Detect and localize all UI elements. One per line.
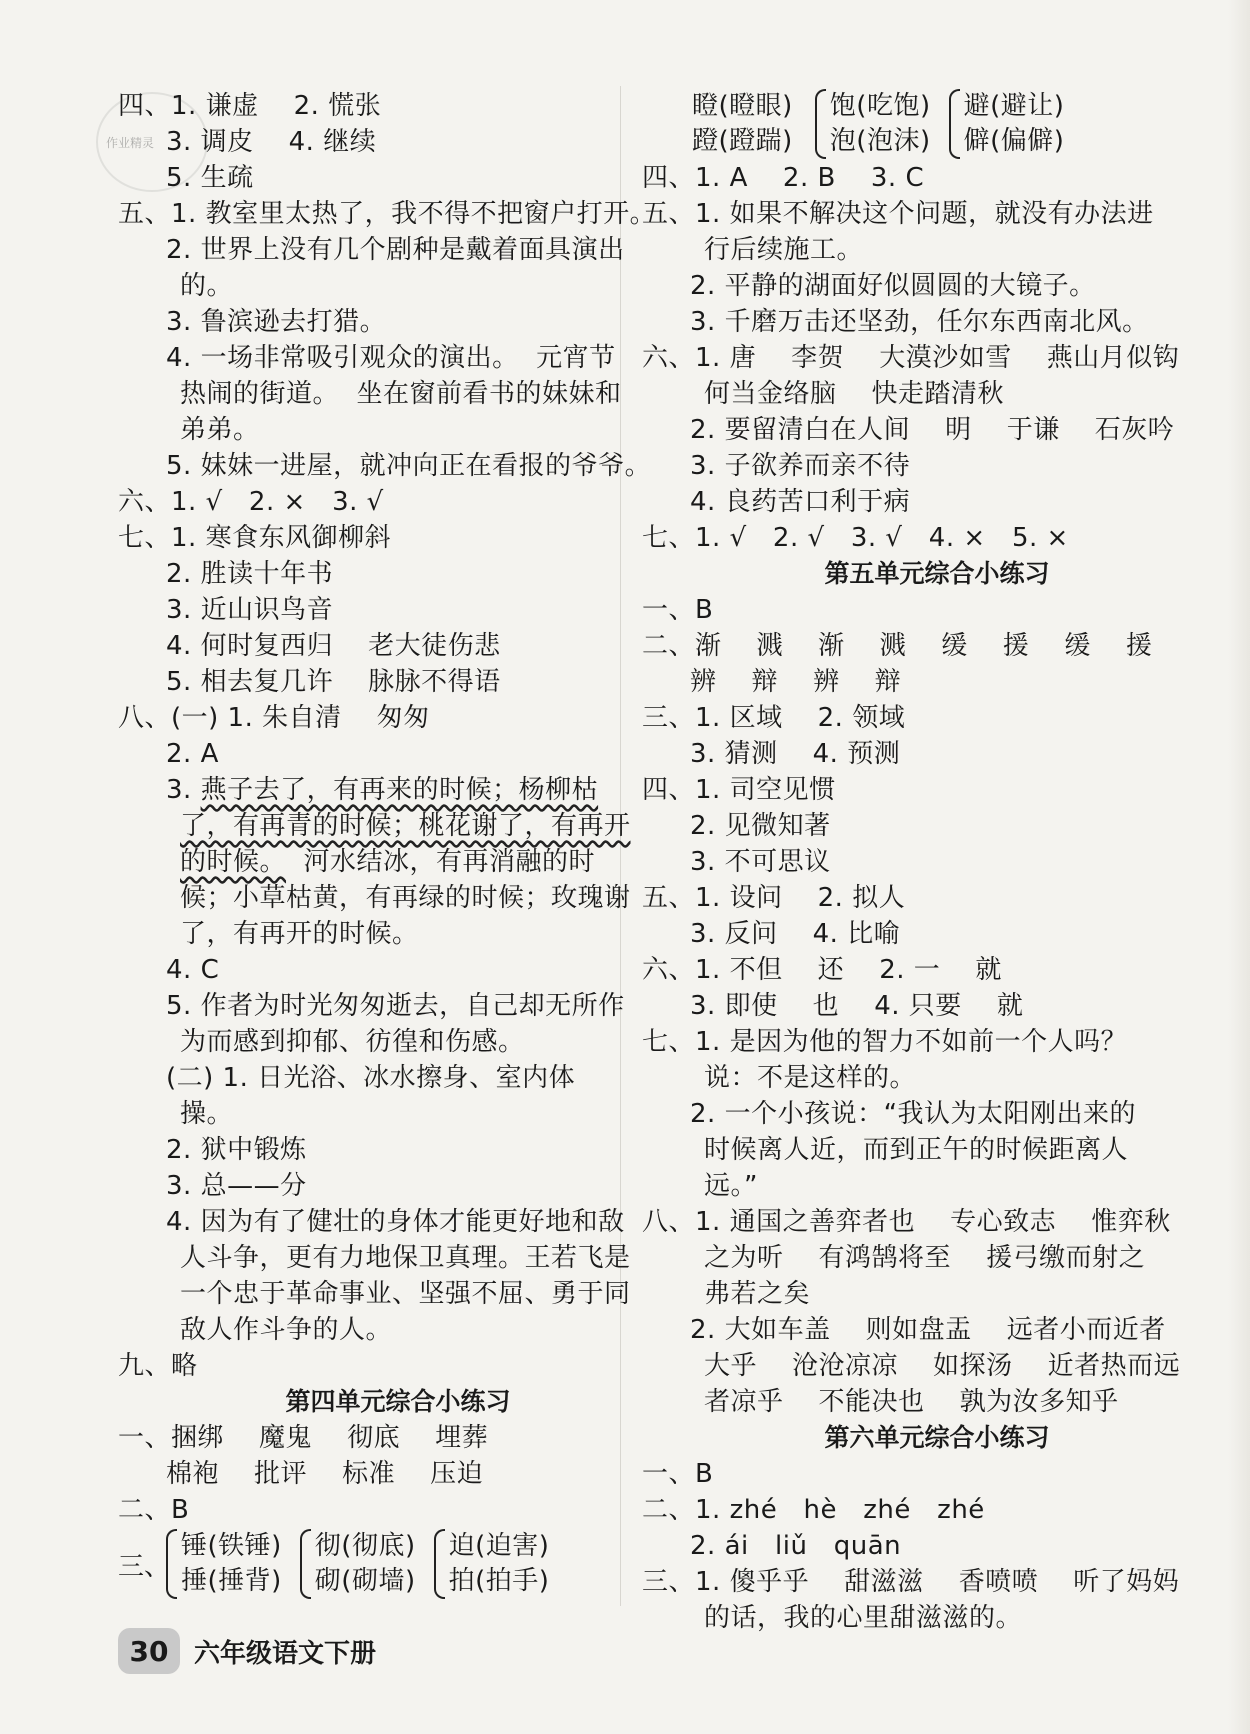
wavy-underlined-text: 了，有再青的时候；桃花谢了，有再开 — [180, 811, 631, 841]
brace-item: 砌(砌墙) — [314, 1566, 416, 1596]
brace-item: 饱(吃饱) — [829, 91, 931, 121]
answer-line: 的话，我的心里甜滋滋的。 — [704, 1603, 1023, 1633]
right-column — [642, 88, 1232, 1636]
left-column — [118, 88, 678, 1600]
answer-line: 3. 千磨万击还坚劲，任尔东西南北风。 — [690, 307, 1149, 337]
answer-line: 五、1. 教室里太热了，我不得不把窗户打开。 — [118, 199, 657, 229]
stamp-text: 作业精灵 — [106, 136, 155, 150]
answer-line: 3. 反问 4. 比喻 — [690, 919, 901, 949]
answer-line: 3. 鲁滨逊去打猎。 — [166, 307, 387, 337]
answer-line: 二、1. zhé hè zhé zhé — [642, 1495, 985, 1525]
brace-item: 彻(彻底) — [314, 1531, 416, 1561]
answer-line: 3. 总——分 — [166, 1171, 307, 1201]
answer-line: 九、略 — [118, 1351, 198, 1381]
answer-line: 为而感到抑郁、彷徨和伤感。 — [180, 1027, 525, 1057]
answer-line: 行后续施工。 — [704, 235, 864, 265]
section-heading: 第四单元综合小练习 — [285, 1387, 511, 1416]
brace-group — [300, 1529, 416, 1599]
brace-item: 瞪(瞪眼) — [692, 91, 793, 121]
answer-line: 四、1. 司空见惯 — [642, 775, 836, 805]
answer-line: 4. 因为有了健壮的身体才能更好地和敌 — [166, 1207, 625, 1237]
answer-line: 5. 妹妹一进屋，就冲向正在看报的爷爷。 — [166, 451, 652, 481]
answer-line: 2. 一个小孩说：“我认为太阳刚出来的 — [690, 1099, 1137, 1129]
wavy-underlined-text: 燕子去了，有再来的时候；杨柳枯 — [200, 775, 599, 805]
answer-line: 一、B — [642, 1459, 714, 1489]
answer-line — [118, 808, 678, 844]
answer-line: 二、B — [118, 1495, 190, 1525]
brace-item: 捶(捶背) — [181, 1566, 282, 1596]
brace-icon — [434, 1529, 445, 1599]
answer-line: 说：不是这样的。 — [704, 1063, 917, 1093]
answer-line: 一、B — [642, 595, 714, 625]
brace-icon — [300, 1529, 311, 1599]
answer-line: 弗若之矣 — [704, 1279, 811, 1309]
brace-icon — [815, 89, 826, 159]
brace-item: 蹬(蹬踹) — [692, 126, 793, 156]
answer-num: 3. — [166, 775, 201, 805]
answer-line: 4. 何时复西归 老大徒伤悲 — [166, 631, 501, 661]
answer-line: 五、1. 如果不解决这个问题，就没有办法进 — [642, 199, 1154, 229]
answer-line: 四、1. 谦虚 2. 慌张 — [118, 91, 382, 121]
question-label: 三、 — [118, 1551, 171, 1582]
answer-line: 时候离人近，而到正午的时候距离人 — [704, 1135, 1129, 1165]
book-title: 六年级语文下册 — [194, 1638, 377, 1669]
section-heading: 第五单元综合小练习 — [824, 559, 1050, 588]
answer-line: 3. 猜测 4. 预测 — [690, 739, 901, 769]
brace-icon — [949, 89, 960, 159]
answer-line: 一个忠于革命事业、坚强不屈、勇于同 — [180, 1279, 631, 1309]
answer-line: 3. 调皮 4. 继续 — [166, 127, 377, 157]
answer-line: 六、1. √ 2. × 3. √ — [118, 487, 384, 517]
brace-item: 避(避让) — [963, 91, 1065, 121]
answer-line: 八、(一) 1. 朱自清 匆匆 — [118, 703, 430, 733]
answer-line: 七、1. √ 2. √ 3. √ 4. × 5. × — [642, 523, 1069, 553]
brace-group — [166, 1529, 282, 1599]
answer-line: 棉袍 批评 标准 压迫 — [166, 1459, 484, 1489]
brace-icon — [166, 1529, 177, 1599]
brace-answer-block — [642, 88, 1232, 160]
answer-line: 三、1. 区域 2. 领域 — [642, 703, 906, 733]
brace-group — [815, 89, 931, 159]
brace-answer-block — [118, 1528, 678, 1600]
answer-line: 八、1. 通国之善弈者也 专心致志 惟弈秋 — [642, 1207, 1171, 1237]
answer-line: 之为听 有鸿鹄将至 援弓缴而射之 — [704, 1243, 1146, 1273]
answer-line: 5. 生疏 — [166, 163, 254, 193]
answer-line — [118, 772, 678, 808]
answer-line: 大乎 沧沧凉凉 如探汤 近者热而远 — [704, 1351, 1181, 1381]
section-heading: 第六单元综合小练习 — [824, 1423, 1050, 1452]
answer-line: 5. 相去复几许 脉脉不得语 — [166, 667, 501, 697]
answer-line: 2. ái liǔ quān — [690, 1531, 902, 1561]
answer-line: 5. 作者为时光匆匆逝去，自己却无所作 — [166, 991, 625, 1021]
page-number: 30 — [118, 1628, 180, 1674]
answer-line: 四、1. A 2. B 3. C — [642, 163, 925, 193]
answer-line: 操。 — [180, 1099, 234, 1129]
answer-line: 4. 一场非常吸引观众的演出。 元宵节 — [166, 343, 616, 373]
page-footer — [118, 1628, 376, 1674]
answer-line: 4. 良药苦口利于病 — [690, 487, 911, 517]
answer-line: 六、1. 唐 李贺 大漠沙如雪 燕山月似钩 — [642, 343, 1180, 373]
answer-line: 二、渐 溅 渐 溅 缓 援 缓 援 — [642, 631, 1153, 661]
answer-line: 七、1. 是因为他的智力不如前一个人吗？ — [642, 1027, 1128, 1057]
answer-line: 2. 要留清白在人间 明 于谦 石灰吟 — [690, 415, 1175, 445]
answer-line: 人斗争，更有力地保卫真理。王若飞是 — [180, 1243, 631, 1273]
answer-line: 2. A — [166, 739, 219, 769]
brace-item: 锤(铁锤) — [181, 1531, 282, 1561]
answer-line: 2. 狱中锻炼 — [166, 1135, 307, 1165]
brace-item: 拍(拍手) — [448, 1566, 550, 1596]
answer-line: (二) 1. 日光浴、冰水擦身、室内体 — [166, 1063, 576, 1093]
answer-line: 2. 见微知著 — [690, 811, 831, 841]
answer-line: 七、1. 寒食东风御柳斜 — [118, 523, 392, 553]
answer-line: 者凉乎 不能决也 孰为汝多知乎 — [704, 1387, 1119, 1417]
answer-line: 4. C — [166, 955, 220, 985]
brace-group — [434, 1529, 550, 1599]
answer-line: 3. 近山识鸟音 — [166, 595, 334, 625]
answer-line: 辨 辩 辨 辩 — [690, 667, 902, 697]
answer-line: 2. 胜读十年书 — [166, 559, 334, 589]
answer-line — [118, 844, 678, 880]
answer-line: 六、1. 不但 还 2. 一 就 — [642, 955, 1002, 985]
answer-text: 河水结冰，有再消融的时 — [286, 847, 596, 877]
answer-line: 2. 世界上没有几个剧种是戴着面具演出 — [166, 235, 625, 265]
answer-line: 热闹的街道。 坐在窗前看书的妹妹和 — [180, 379, 622, 409]
answer-line: 何当金络脑 快走踏清秋 — [704, 379, 1005, 409]
answer-line: 弟弟。 — [180, 415, 260, 445]
answer-line: 3. 即使 也 4. 只要 就 — [690, 991, 1024, 1021]
answer-line: 三、1. 傻乎乎 甜滋滋 香喷喷 听了妈妈 — [642, 1567, 1180, 1597]
answer-line: 敌人作斗争的人。 — [180, 1315, 393, 1345]
answer-line: 2. 平静的湖面好似圆圆的大镜子。 — [690, 271, 1096, 301]
brace-item: 僻(偏僻) — [963, 126, 1065, 156]
answer-line: 远。” — [704, 1171, 758, 1201]
answer-line: 了，有再开的时候。 — [180, 919, 419, 949]
brace-group — [949, 89, 1065, 159]
brace-item: 迫(迫害) — [448, 1531, 550, 1561]
brace-item: 泡(泡沫) — [829, 126, 931, 156]
answer-line: 3. 不可思议 — [690, 847, 831, 877]
wavy-underlined-text: 的时候。 — [180, 847, 287, 877]
answer-line: 五、1. 设问 2. 拟人 — [642, 883, 906, 913]
answer-line: 一、捆绑 魔鬼 彻底 埋葬 — [118, 1423, 489, 1453]
answer-line: 候；小草枯黄，有再绿的时候；玫瑰谢 — [180, 883, 631, 913]
answer-line: 3. 子欲养而亲不待 — [690, 451, 911, 481]
answer-line: 2. 大如车盖 则如盘盂 远者小而近者 — [690, 1315, 1166, 1345]
answer-line: 的。 — [180, 271, 234, 301]
